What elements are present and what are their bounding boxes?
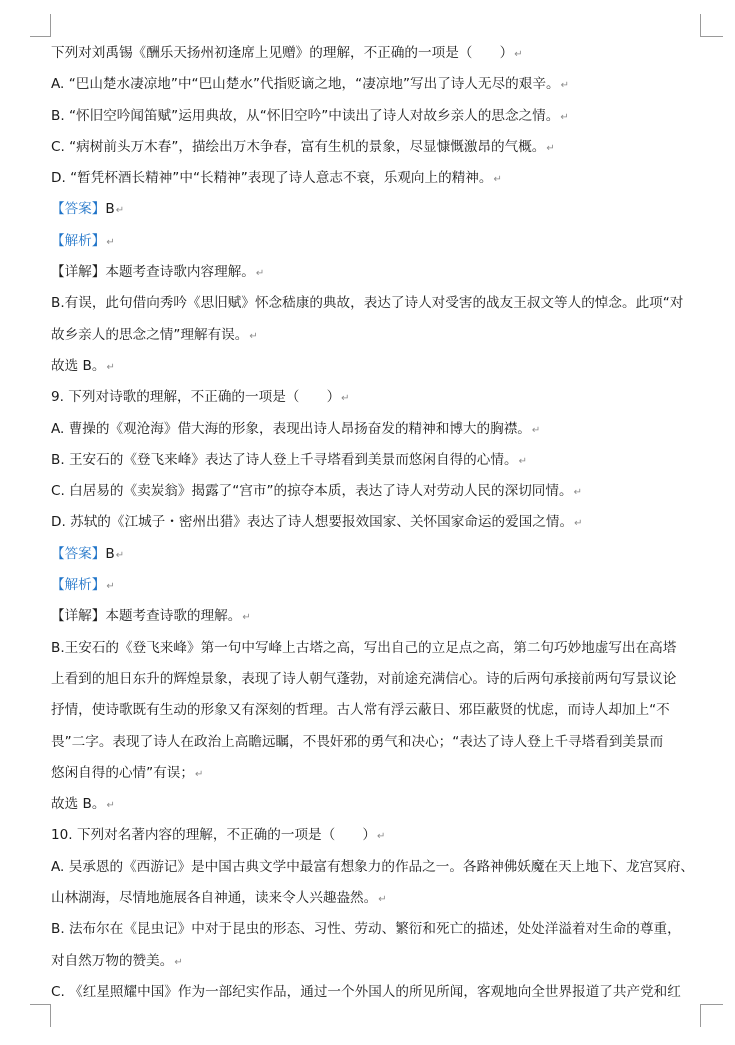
document-body[interactable] — [51, 38, 705, 1008]
option-b-line: B. 法布尔在《昆虫记》中对于昆虫的形态、习性、劳动、繁衍和死亡的描述，处处洋溢着对生命的尊重， — [51, 921, 681, 938]
explanation-line: 畏”二字。表现了诗人在政治上高瞻远瞩，不畏奸邪的勇气和决心；“表达了诗人登上千寻塔看到美景而 — [51, 733, 664, 750]
option-c: C. 白居易的《卖炭翁》揭露了“宫市”的掠夺本质，表达了诗人对劳动人民的深切同情。↵ — [51, 483, 582, 500]
option-d: D. “暂凭杯酒长精神”中“长精神”表现了诗人意志不衰，乐观向上的精神。↵ — [51, 170, 502, 187]
detail-tag: 【详解】 — [51, 264, 106, 281]
answer-tag: 【答案】 — [51, 201, 106, 218]
analysis-tag: 【解析】 — [51, 232, 106, 249]
option-b-line: 对自然万物的赞美。↵ — [51, 952, 183, 969]
option-a: A. 曹操的《观沧海》借大海的形象，表现出诗人昂扬奋发的精神和博大的胸襟。↵ — [51, 420, 541, 437]
option-d: D. 苏轼的《江城子・密州出猎》表达了诗人想要报效国家、关怀国家命运的爱国之情。↵ — [51, 514, 583, 531]
explanation-line: 抒情，使诗歌既有生动的形象又有深刻的哲理。古人常有浮云蔽日、邪臣蔽贤的忧虑，而诗人却加上“不 — [51, 702, 670, 719]
detail-tag: 【详解】 — [51, 608, 106, 625]
question-stem: 下列对刘禹锡《酬乐天扬州初逢席上见赠》的理解，不正确的一项是（ ）↵ — [51, 45, 523, 61]
answer-line: 【答案】B↵ — [51, 201, 125, 218]
option-a: A. “巴山楚水凄凉地”中“巴山楚水”代指贬谪之地，“凄凉地”写出了诗人无尽的艰辛。↵ — [51, 76, 569, 93]
conclusion-line: 故选 B。↵ — [51, 796, 115, 813]
option-a-line: 山林湖海，尽情地施展各自神通，读来令人兴趣盎然。↵ — [51, 890, 387, 907]
margin-corner-top-right — [700, 14, 723, 37]
option-b: B. “怀旧空吟闻笛赋”运用典故，从“怀旧空吟”中读出了诗人对故乡亲人的思念之情。↵ — [51, 107, 569, 124]
conclusion-line: 故选 B。↵ — [51, 357, 115, 374]
question-stem: 10. 下列对名著内容的理解，不正确的一项是（ ）↵ — [51, 827, 386, 844]
explanation-line: B.王安石的《登飞来峰》第一句中写峰上古塔之高，写出自己的立足点之高，第二句巧妙地虚写出在高塔 — [51, 639, 677, 656]
margin-corner-bottom-left — [30, 1004, 51, 1027]
margin-corner-top-left — [30, 14, 51, 37]
answer-line: 【答案】B↵ — [51, 545, 125, 562]
explanation-line: 上看到的旭日东升的辉煌景象，表现了诗人朝气蓬勃，对前途充满信心。诗的后两句承接前两句写景议论 — [51, 670, 677, 687]
option-c-line: C. 《红星照耀中国》作为一部纪实作品，通过一个外国人的所见所闻，客观地向全世界报道了共产党和红 — [51, 983, 681, 1000]
option-c: C. “病树前头万木春”，描绘出万木争春，富有生机的景象，尽显慷慨激昂的气概。↵ — [51, 138, 555, 155]
explanation-line: 悠闲自得的心情”有误；↵ — [51, 764, 204, 781]
explanation-line: B.有误，此句借向秀吟《思旧赋》怀念嵇康的典故，表达了诗人对受害的战友王叔文等人的悼念。此项“对 — [51, 295, 684, 312]
analysis-line: 【解析】↵ — [51, 577, 115, 594]
analysis-tag: 【解析】 — [51, 577, 106, 594]
option-a-line: A. 吴承恩的《西游记》是中国古典文学中最富有想象力的作品之一。各路神佛妖魔在天上地下、龙宫冥府、 — [51, 858, 695, 875]
analysis-line: 【解析】↵ — [51, 232, 115, 249]
question-stem: 9. 下列对诗歌的理解，不正确的一项是（ ）↵ — [51, 389, 350, 406]
detail-line: 【详解】本题考查诗歌的理解。↵ — [51, 608, 251, 625]
option-b: B. 王安石的《登飞来峰》表达了诗人登上千寻塔看到美景而悠闲自得的心情。↵ — [51, 451, 527, 468]
detail-line: 【详解】本题考查诗歌内容理解。↵ — [51, 264, 265, 281]
explanation-line: 故乡亲人的思念之情”理解有误。↵ — [51, 326, 258, 343]
answer-tag: 【答案】 — [51, 545, 106, 562]
